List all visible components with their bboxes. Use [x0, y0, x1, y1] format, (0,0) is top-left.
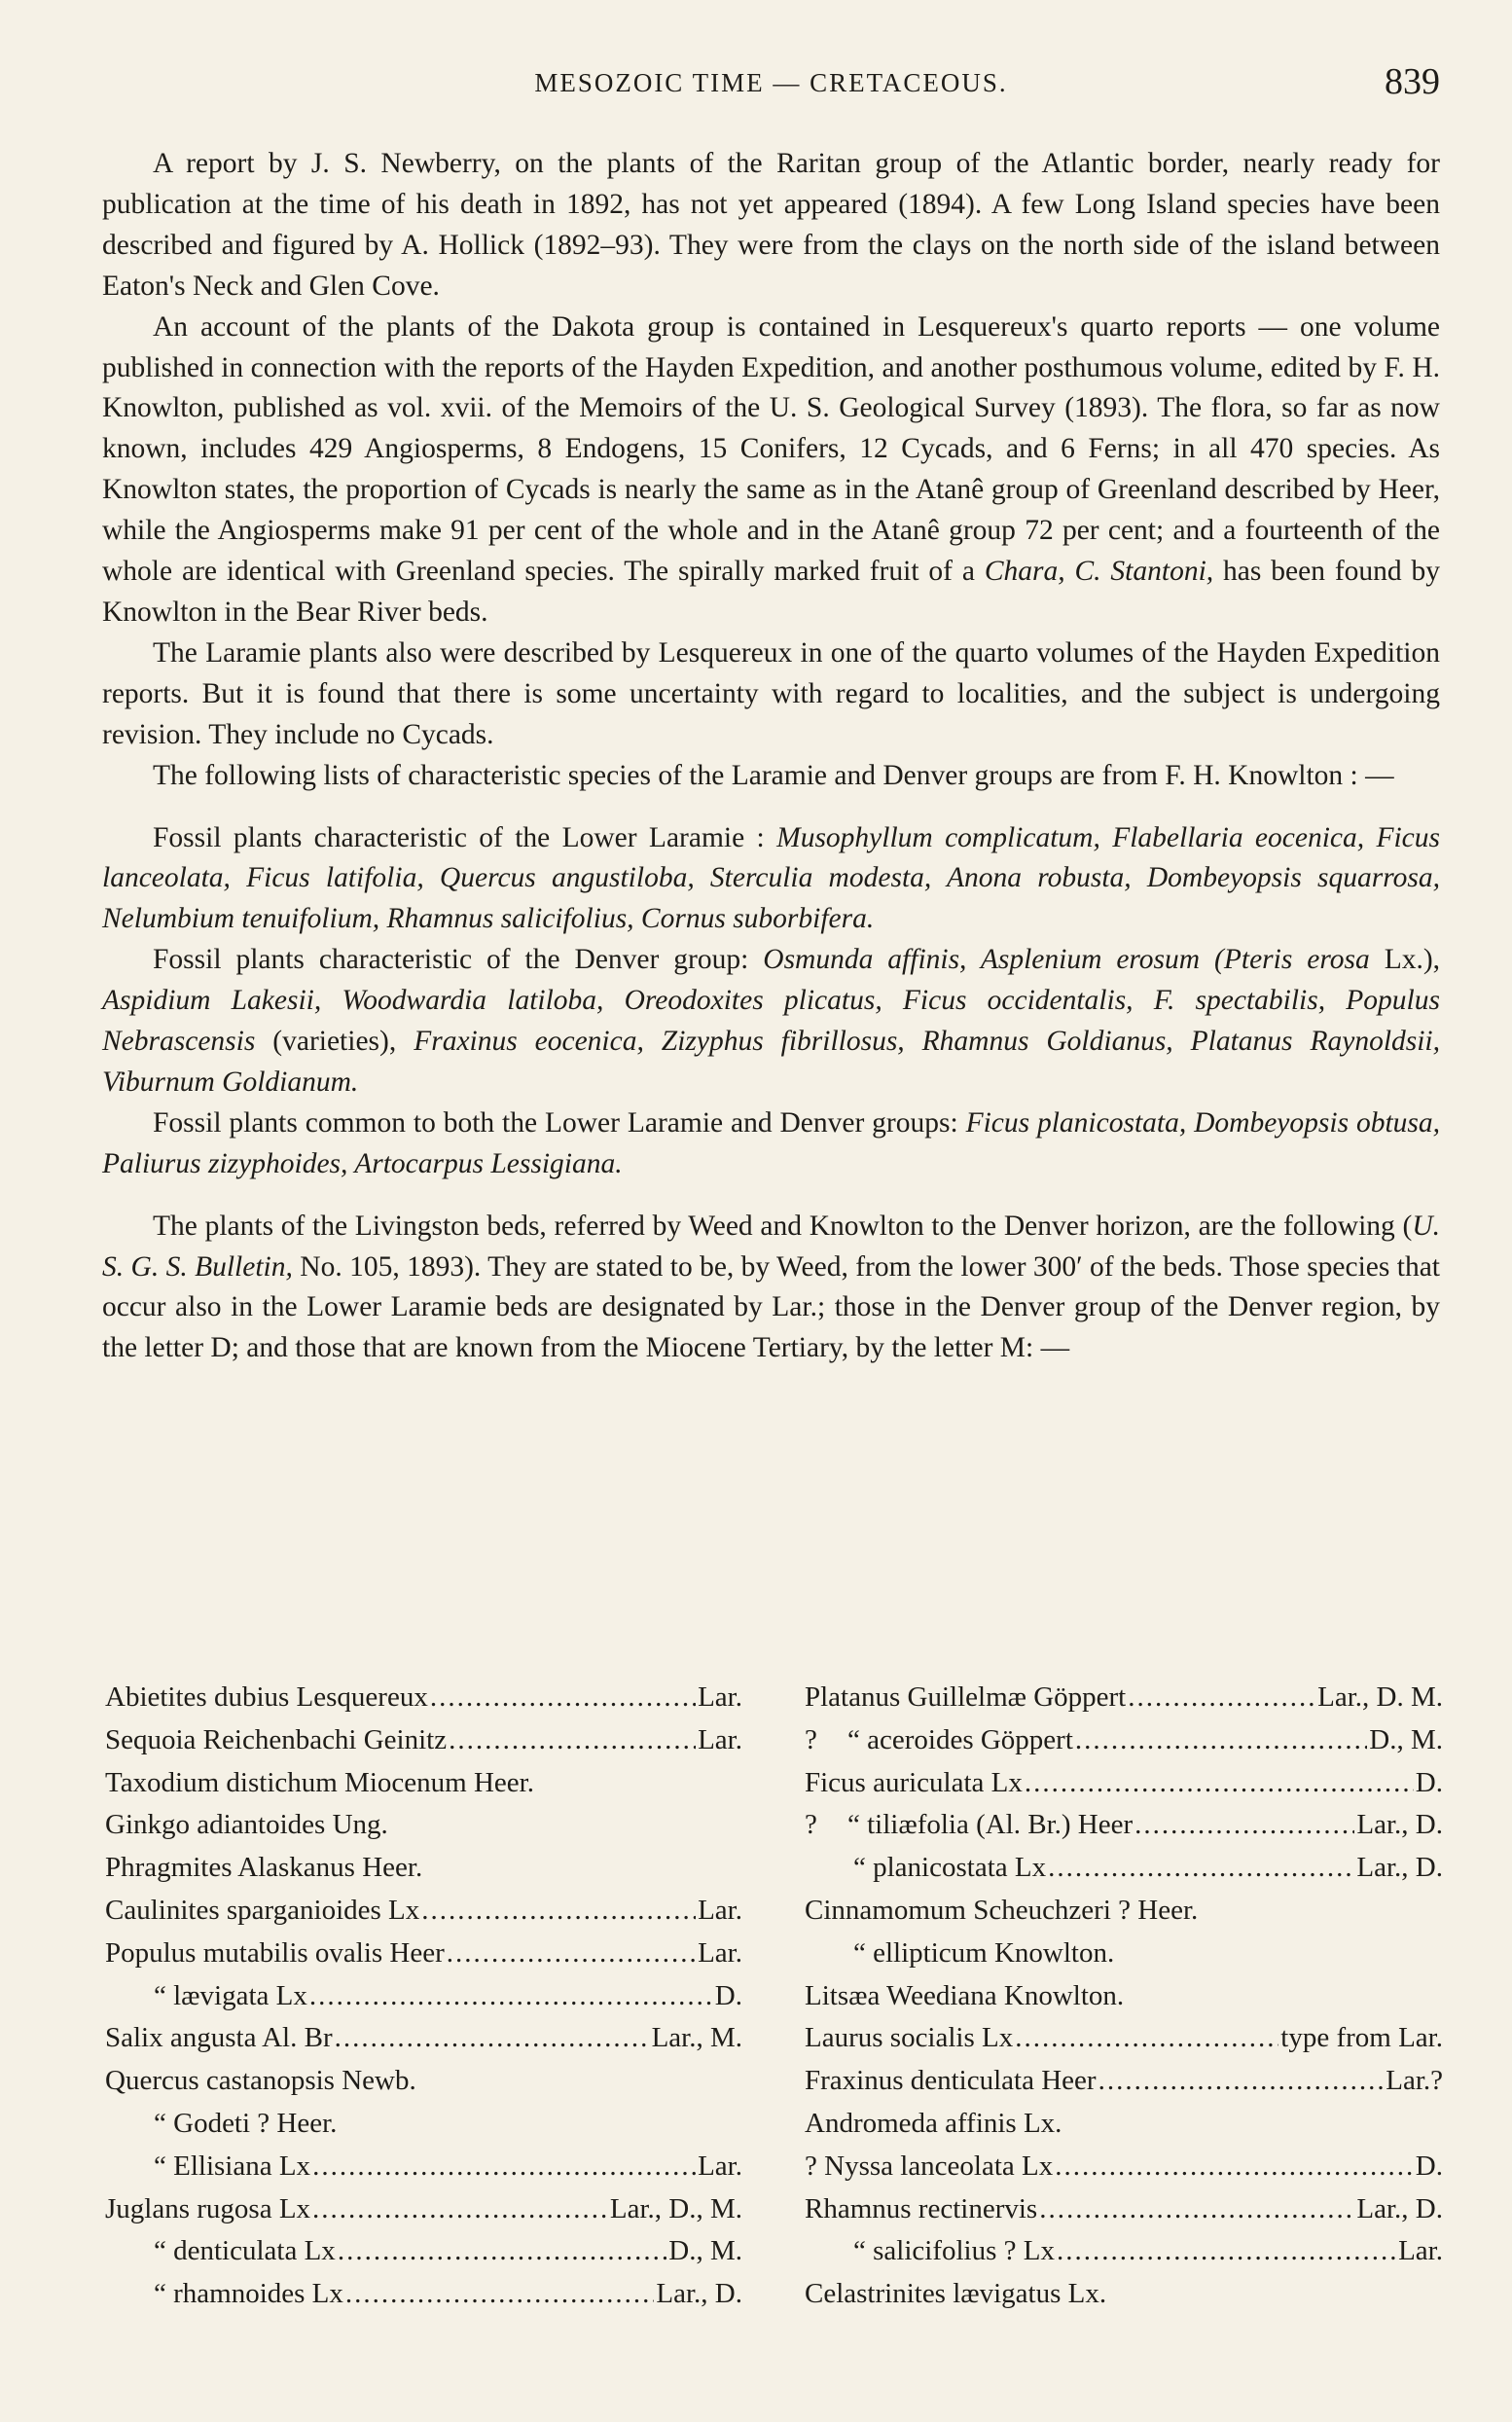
leader-dots: [1048, 1852, 1354, 1884]
denver-lead: Fossil plants characteristic of the Denver group:: [153, 944, 749, 976]
denver-lx: Lx.),: [1384, 944, 1441, 976]
horizon-code: D.: [1415, 2150, 1443, 2182]
common-lead: Fossil plants common to both the Lower Laramie and Denver groups:: [153, 1106, 958, 1139]
species-name: “ Ellisiana Lx: [154, 2150, 311, 2182]
species-entry: [105, 1895, 742, 1937]
leader-dots: [309, 1980, 713, 2012]
leader-dots: [449, 1724, 696, 1756]
leader-dots: [338, 2235, 666, 2267]
denver-species-3: Fraxinus eocenica, Zizyphus fibrillosus, Rhamnus Goldianus, Platanus Raynoldsii, Viburnum Goldianum.: [102, 1026, 1441, 1098]
horizon-code: Lar., M.: [651, 2022, 742, 2054]
leader-dots: [1075, 1724, 1367, 1756]
species-entry: [105, 1681, 742, 1724]
species-name: Caulinites sparganioides Lx: [105, 1894, 420, 1926]
species-entry: [805, 2065, 1443, 2108]
species-entry: [805, 1980, 1443, 2023]
denver-species-1: Osmunda affinis, Asplenium erosum: [763, 944, 1201, 976]
horizon-code: Lar., D. M.: [1317, 1681, 1443, 1713]
horizon-code: Lar., D., M.: [609, 2192, 742, 2224]
paragraph-dakota: [102, 307, 1440, 633]
leader-dots: [335, 2022, 650, 2054]
leader-dots: [1025, 1767, 1414, 1799]
species-name: Phragmites Alaskanus Heer.: [105, 1852, 423, 1884]
species-name: Taxodium distichum Miocenum Heer.: [105, 1766, 534, 1798]
species-entry: [805, 1809, 1443, 1852]
page-number: 839: [1385, 61, 1440, 102]
species-name: “ ellipticum Knowlton.: [853, 1936, 1115, 1969]
query-mark: ?: [805, 1723, 817, 1755]
horizon-code: Lar., D.: [656, 2278, 742, 2310]
leader-dots: [1057, 2235, 1396, 2267]
species-name: “ lævigata Lx: [154, 1979, 307, 2011]
common-species: Ficus planicostata, Dombeyopsis obtusa, Paliurus zizyphoides, Artocarpus Lessigiana.: [102, 1106, 1440, 1179]
species-name: Cinnamomum Scheuchzeri ? Heer.: [805, 1894, 1199, 1926]
leader-dots: [1039, 2193, 1354, 2225]
query-mark: ?: [805, 1809, 817, 1841]
species-name: Rhamnus rectinervis: [805, 2192, 1038, 2224]
species-name: Abietites dubius Lesquereux: [105, 1681, 428, 1713]
chara-note: has been found by Knowlton in the Bear River beds.: [102, 556, 1441, 628]
species-entry: [805, 1852, 1443, 1895]
species-entry: [805, 2151, 1443, 2193]
species-name: ? Nyssa lanceolata Lx: [805, 2150, 1054, 2182]
leader-dots: [1134, 1809, 1354, 1841]
livingston-lead: The plants of the Livingston beds, referred by Weed and Knowlton to the Denver horizon, are the following (: [153, 1210, 1413, 1242]
livingston-rest: No. 105, 1893). They are stated to be, by Weed, from the lower 300′ of the beds. Those species that occur also in the Lower Laramie beds are designated by Lar.; those in the Denver group of the Denver region, by the letter D; and those that are known from the Miocene Tertiary, by the letter M: —: [102, 1250, 1440, 1364]
species-name: Salix angusta Al. Br: [105, 2022, 333, 2054]
horizon-code: D., M.: [1369, 1723, 1443, 1755]
species-name: Populus mutabilis ovalis Heer: [105, 1936, 445, 1969]
horizon-code: Lar., D.: [1356, 1852, 1443, 1884]
species-column-right: [805, 1681, 1443, 2321]
species-name: Juglans rugosa Lx: [105, 2192, 311, 2224]
species-entry: [105, 2065, 742, 2108]
species-entry: [105, 2235, 742, 2278]
species-name: Celastrinites lævigatus Lx.: [805, 2278, 1107, 2310]
bulletin-citation: U. S. G. S. Bulletin,: [102, 1210, 1440, 1283]
species-entry: [805, 1895, 1443, 1937]
leader-dots: [312, 2193, 608, 2225]
lower-laramie-species: Musophyllum complicatum, Flabellaria eocenica, Ficus lanceolata, Ficus latifolia, Quercus angustiloba, Sterculia modesta, Anona robusta, Dombeyopsis squarrosa, Nelumbium tenuifolium, Rhamnus salicifolius, Cornus suborbifera.: [102, 821, 1441, 935]
species-name: “ denticulata Lx: [154, 2235, 336, 2267]
species-table: [105, 1681, 1443, 2310]
paragraph-laramie: The Laramie plants also were described by Lesquereux in one of the quarto volumes of the Hayden Expedition reports. But it is found that there is some uncertainty with regard to localities, and the subject is undergoing revision. They include no Cycads.: [102, 636, 1440, 750]
horizon-code: Lar.: [698, 1936, 742, 1969]
leader-dots: [1098, 2065, 1385, 2097]
leader-dots: [421, 1895, 696, 1927]
species-entry: [805, 2193, 1443, 2236]
species-name: Fraxinus denticulata Heer: [805, 2065, 1097, 2097]
horizon-code: Lar.: [1398, 2235, 1443, 2267]
denver-pteris: (Pteris erosa: [1214, 944, 1370, 976]
horizon-code: type from Lar.: [1280, 2022, 1443, 2054]
leader-dots: [345, 2278, 655, 2310]
species-entry: [105, 1980, 742, 2023]
dakota-text: An account of the plants of the Dakota group is contained in Lesquereux's quarto reports — one volume published in connection with the reports of the Hayden Expedition, and another posthumous volume, edited by F. H. Knowlton, published as vol. xvii. of the Memoirs of the U. S. Geological Survey (1893). The flora, so far as now known, includes 429 Angiosperms, 8 Endogens, 15 Conifers, 12 Cycads, and 6 Ferns; in all 470 species. As Knowlton states, the proportion of Cycads is nearly the same as in the Atanê group of Greenland described by Heer, while the Angiosperms make 91 per cent of the whole and in the Atanê group 72 per cent; and a fourteenth of the whole are identical with Greenland species. The spirally marked fruit of a: [102, 310, 1440, 588]
page-header: [102, 60, 1440, 109]
species-entry: [105, 1809, 742, 1852]
species-name: Quercus castanopsis Newb.: [105, 2065, 416, 2097]
paragraph-common: [102, 1103, 1440, 1185]
species-entry: [105, 1724, 742, 1767]
species-name: Ficus auriculata Lx: [805, 1766, 1023, 1798]
horizon-code: D., M.: [668, 2235, 742, 2267]
paragraph-raritan: A report by J. S. Newberry, on the plants of the Raritan group of the Atlantic border, nearly ready for publication at the time of his death in 1892, has not yet appeared (1894). A few Long Island species have been described and figured by A. Hollick (1892–93). They were from the clays on the north side of the island between Eaton's Neck and Glen Cove.: [102, 148, 1440, 302]
paragraph-lists-intro: The following lists of characteristic species of the Laramie and Denver groups are from F. H. Knowlton : —: [153, 759, 1394, 791]
species-name: Platanus Guillelmæ Göppert: [805, 1681, 1127, 1713]
species-entry: [805, 2022, 1443, 2065]
species-name: “ salicifolius ? Lx: [853, 2235, 1055, 2267]
species-name: Ginkgo adiantoides Ung.: [105, 1809, 388, 1841]
leader-dots: [447, 1937, 696, 1970]
leader-dots: [1015, 2022, 1278, 2054]
horizon-code: Lar.: [698, 1723, 742, 1755]
species-entry: [805, 2108, 1443, 2151]
species-entry: [105, 1767, 742, 1810]
species-entry: [105, 2278, 742, 2321]
species-entry: [805, 1937, 1443, 1980]
chara-species: Chara, C. Stantoni,: [984, 556, 1214, 588]
horizon-code: Lar.: [698, 1894, 742, 1926]
paragraph-lower-laramie: [102, 818, 1440, 941]
leader-dots: [312, 2151, 696, 2183]
species-entry: [105, 2193, 742, 2236]
paragraph-livingston: [102, 1207, 1440, 1370]
lower-laramie-lead: Fossil plants characteristic of the Lower Laramie :: [153, 821, 765, 853]
leader-dots: [1128, 1681, 1315, 1714]
species-name: Sequoia Reichenbachi Geinitz: [105, 1723, 448, 1755]
species-entry: [105, 1937, 742, 1980]
leader-dots: [1055, 2151, 1414, 2183]
leader-dots: [430, 1681, 696, 1714]
horizon-code: D.: [1415, 1766, 1443, 1798]
species-entry: [805, 1767, 1443, 1810]
horizon-code: Lar., D.: [1356, 1809, 1443, 1841]
species-entry: [805, 2235, 1443, 2278]
species-name: “ tiliæfolia (Al. Br.) Heer: [847, 1809, 1134, 1841]
horizon-code: Lar.?: [1386, 2065, 1443, 2097]
body-text: [102, 144, 1440, 1369]
denver-varieties: (varieties),: [272, 1026, 397, 1058]
species-entry: [105, 1852, 742, 1895]
species-name: Litsæa Weediana Knowlton.: [805, 1979, 1125, 2011]
horizon-code: Lar.: [698, 2150, 742, 2182]
species-column-left: [105, 1681, 742, 2321]
horizon-code: Lar.: [698, 1681, 742, 1713]
species-entry: [105, 2022, 742, 2065]
paragraph-denver: [102, 940, 1440, 1103]
species-entry: [105, 2108, 742, 2151]
species-name: Laurus socialis Lx: [805, 2022, 1014, 2054]
horizon-code: D.: [714, 1979, 742, 2011]
species-name: “ Godeti ? Heer.: [154, 2107, 338, 2139]
species-entry: [805, 1724, 1443, 1767]
denver-species-2: Aspidium Lakesii, Woodwardia latiloba, Oreodoxites plicatus, Ficus occidentalis, F. spectabilis, Populus Nebrascensis: [102, 985, 1440, 1058]
species-entry: [105, 2151, 742, 2193]
species-name: “ rhamnoides Lx: [154, 2278, 343, 2310]
horizon-code: Lar., D.: [1356, 2192, 1443, 2224]
species-entry: [805, 2278, 1443, 2321]
species-name: “ planicostata Lx: [853, 1852, 1047, 1884]
species-name: “ aceroides Göppert: [847, 1723, 1073, 1755]
species-entry: [805, 1681, 1443, 1724]
species-name: Andromeda affinis Lx.: [805, 2107, 1062, 2139]
running-head: MESOZOIC TIME — CRETACEOUS.: [534, 68, 1008, 97]
